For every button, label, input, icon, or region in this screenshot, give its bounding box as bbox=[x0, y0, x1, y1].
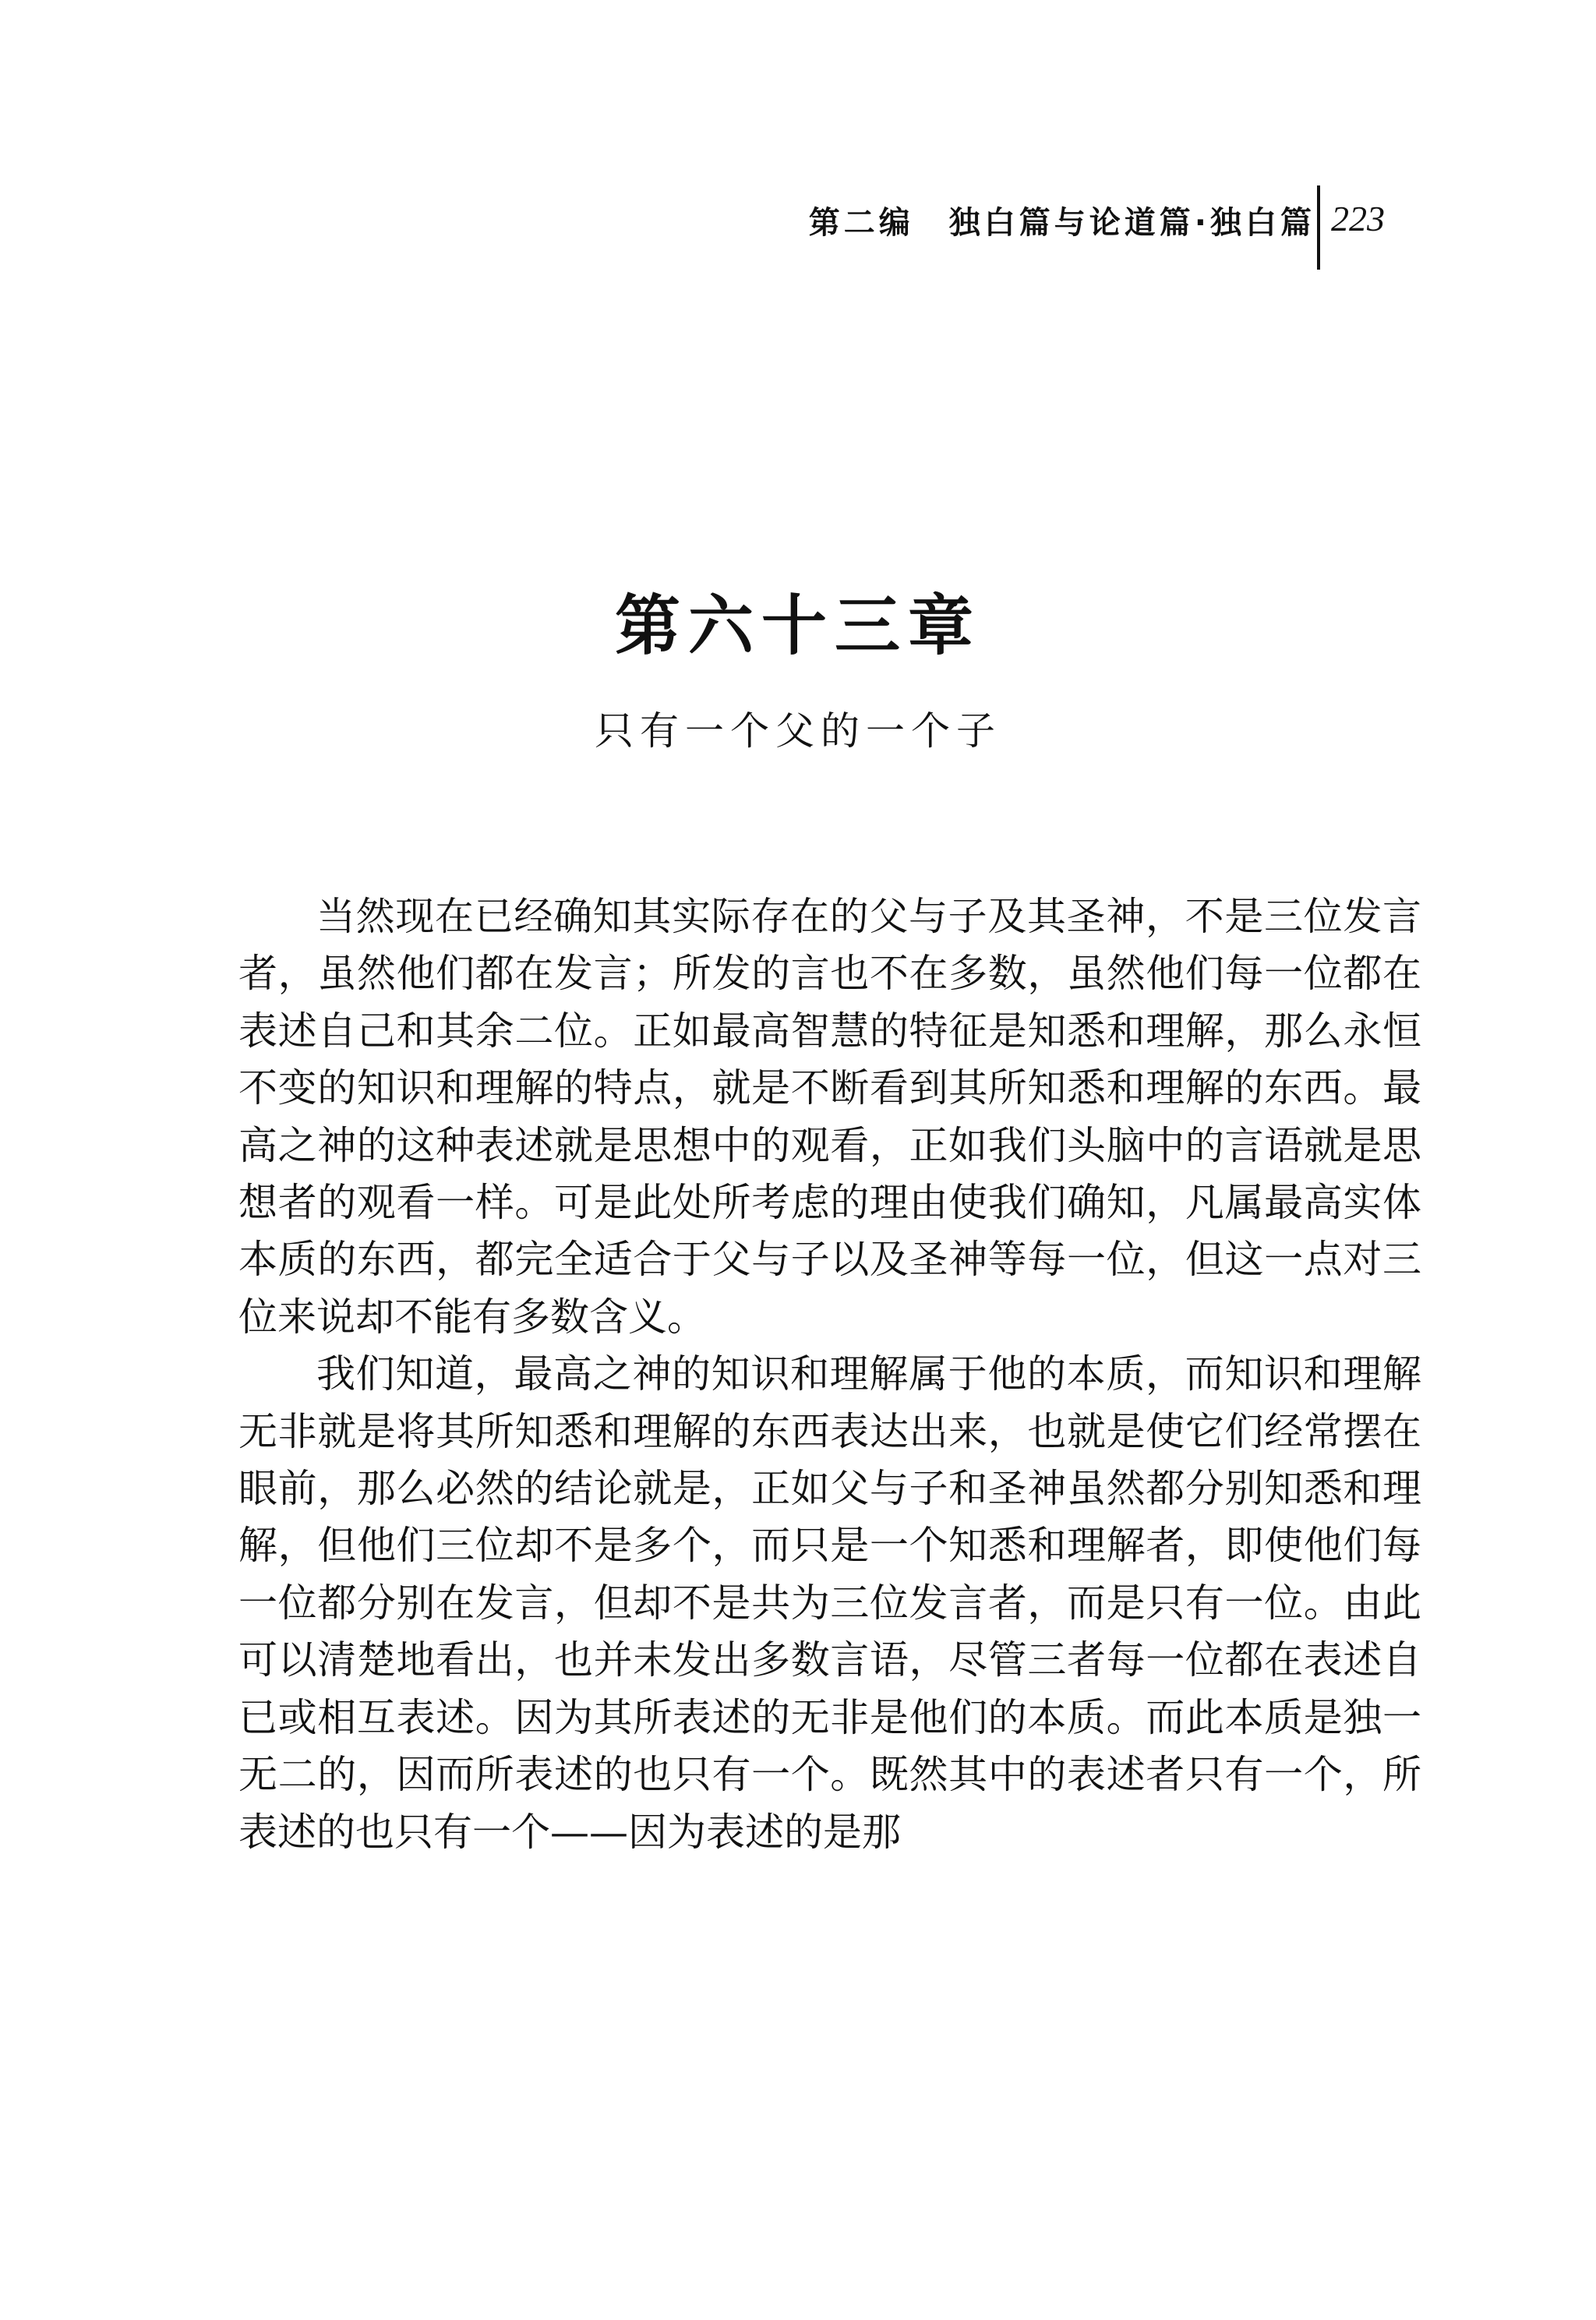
running-header bbox=[764, 185, 1403, 279]
body-text bbox=[238, 888, 1421, 1861]
chapter-title: 第六十三章 bbox=[614, 588, 981, 664]
paragraph: 我们知道，最高之神的知识和理解属于他的本质，而知识和理解无非就是将其所知悉和理解的东西表达出来，也就是使它们经常摆在眼前，那么必然的结论就是，正如父与子和圣神虽然都分别知悉和理解，但他们三位却不是多个，而只是一个知悉和理解者，即使他们每一位都分别在发言，但却不是共为三位发言者，而是只有一位。由此可以清楚地看出，也并未发出多数言语，尽管三者每一位都在表述自已或相互表述。因为其所表述的无非是他们的本质。而此本质是独一无二的，因而所表述的也只有一个。既然其中的表述者只有一个，所表述的也只有一个——因为表述的是那 bbox=[238, 1351, 1421, 1855]
running-head-title: 第二编 独白篇与论道篇·独白篇 bbox=[808, 205, 1315, 241]
chapter-subtitle: 只有一个父的一个子 bbox=[595, 708, 1001, 754]
page-number: 223 bbox=[1331, 199, 1385, 238]
paragraph: 当然现在已经确知其实际存在的父与子及其圣神，不是三位发言者，虽然他们都在发言；所发的言也不在多数，虽然他们每一位都在表述自己和其余二位。正如最高智慧的特征是知悉和理解，那么永恒不变的知识和理解的特点，就是不断看到其所知悉和理解的东西。最高之神的这种表述就是思想中的观看，正如我们头脑中的言语就是思想者的观看一样。可是此处所考虑的理由使我们确知，凡属最高实体本质的东西，都完全适合于父与子以及圣神等每一位，但这一点对三位来说却不能有多数含义。 bbox=[238, 894, 1421, 1340]
header-divider bbox=[1317, 185, 1320, 270]
